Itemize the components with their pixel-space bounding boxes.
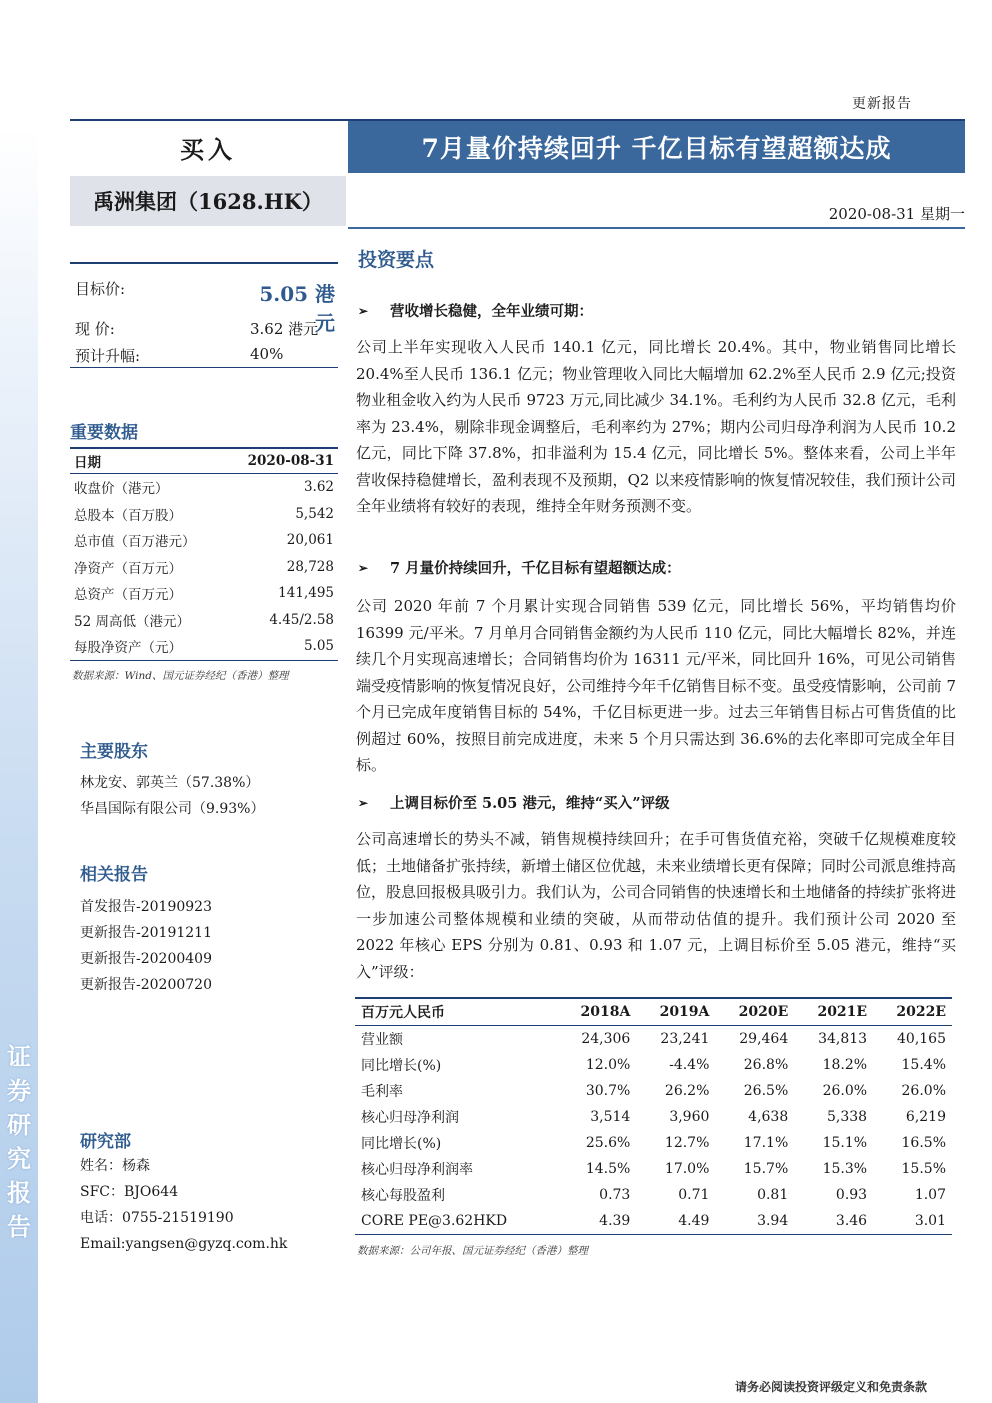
current-price-value: 3.62 港元	[250, 320, 319, 338]
table-row: 同比增长(%) 25.6% 12.7% 17.1% 15.1% 16.5%	[361, 1135, 946, 1152]
table-row: 52 周高低（港元） 4.45/2.58	[74, 611, 334, 630]
date-rule	[348, 227, 965, 229]
upside-row	[75, 345, 335, 366]
analyst-name: 姓名：杨森	[80, 1158, 150, 1174]
table-row: 净资产（百万元） 28,728	[74, 558, 334, 577]
list-item: 更新报告-20200409	[80, 951, 212, 967]
disclaimer-link[interactable]: 请务必阅读投资评级定义和免责条款	[734, 1380, 927, 1394]
key-data-header: 日期 2020-08-31	[70, 448, 338, 474]
table-row: 总资产（百万元） 141,495	[74, 585, 334, 604]
current-price-row	[75, 318, 335, 339]
related-title: 相关报告	[80, 865, 148, 885]
company-name: 禹洲集团（1628.HK）	[70, 176, 346, 226]
current-price-label: 现 价:	[75, 320, 115, 338]
analyst-sfc: SFC：BJO644	[80, 1184, 179, 1200]
arrow-bullet-icon: ➢	[358, 303, 369, 318]
list-item: 首发报告-20190923	[80, 899, 212, 915]
research-title: 研究部	[80, 1132, 131, 1152]
table-header: 百万元人民币 2018A 2019A 2020E 2021E 2022E	[355, 998, 952, 1026]
table-row: 每股净资产（元） 5.05	[70, 633, 338, 660]
main-title: 投资要点	[358, 249, 435, 271]
table-row: 总市值（百万港元） 20,061	[74, 532, 334, 551]
key-data-table	[70, 447, 338, 661]
shareholders-title: 主要股东	[80, 742, 148, 762]
table-row: 核心每股盈利 0.73 0.71 0.81 0.93 1.07	[361, 1187, 946, 1204]
analyst-phone: 电话：0755-21519190	[80, 1210, 234, 1226]
analyst-email: Email:yangsen@gyzq.com.hk	[80, 1236, 288, 1252]
list-item: 华昌国际有限公司（9.93%）	[80, 801, 265, 817]
section-heading-2: ➢ 7 月量价持续回升，千亿目标有望超额达成：	[358, 560, 681, 577]
report-date: 2020-08-31 星期一	[828, 205, 965, 223]
rating-badge: 买入	[70, 121, 346, 173]
table-row: 同比增长(%) 12.0% -4.4% 26.8% 18.2% 15.4%	[361, 1057, 946, 1074]
key-data-title: 重要数据	[70, 423, 138, 443]
list-item: 林龙安、郭英兰（57.38%）	[80, 775, 260, 791]
side-label: 证 券 研 究 报 告	[7, 1042, 31, 1241]
section-heading-3: ➢ 上调目标价至 5.05 港元，维持“买入”评级	[358, 795, 670, 812]
financial-forecast-table	[355, 997, 952, 1235]
target-price-label: 目标价:	[75, 280, 126, 298]
table-row: CORE PE@3.62HKD 4.39 4.49 3.94 3.46 3.01	[355, 1208, 952, 1235]
price-bottom-rule	[70, 367, 338, 368]
key-data-source: 数据来源：Wind、国元证券经纪（香港）整理	[72, 670, 289, 682]
report-title: 7月量价持续回升 千亿目标有望超额达成	[348, 121, 965, 173]
related-list	[80, 894, 212, 998]
table-row: 核心归母净利润 3,514 3,960 4,638 5,338 6,219	[361, 1109, 946, 1126]
table-row: 核心归母净利润率 14.5% 17.0% 15.7% 15.3% 15.5%	[361, 1161, 946, 1178]
price-top-rule	[70, 262, 338, 264]
fin-table-source: 数据来源：公司年报、国元证券经纪（香港）整理	[357, 1245, 588, 1257]
section-text-3: 公司高速增长的势头不减，销售规模持续回升；在手可售货值充裕，突破千亿规模难度较低；土地储备扩张持续，新增土储区位优越，未来业绩增长更有保障；同时公司派息维持高位，股息回报极具吸引力。我们认为，公司合同销售的快速增长和土地储备的持续扩张将进一步加速公司整体规模和业绩的突破，从而带动估值的提升。我们预计公司 2020 至 2022 年核心 EPS 分别为 0.81、0.93 和 1.07 元，上调目标价至 5.05 港元，维持“买入”评级：	[356, 830, 957, 981]
table-row: 营业额 24,306 23,241 29,464 34,813 40,165	[361, 1031, 946, 1048]
upside-value: 40%	[250, 345, 284, 363]
table-row: 总股本（百万股） 5,542	[74, 505, 334, 524]
research-contacts	[80, 1153, 287, 1257]
list-item: 更新报告-20200720	[80, 977, 212, 993]
section-text-2: 公司 2020 年前 7 个月累计实现合同销售 539 亿元，同比增长 56%，平均销售均价 16399 元/平米。7 月单月合同销售金额约为人民币 110 亿元，同比大幅增长 82%，并连续几个月实现高速增长；合同销售均价为 16311 元/平米，同比回升 16%，可见公司销售端受疫情影响的恢复情况良好，公司维持今年千亿销售目标不变。虽受疫情影响，公司前 7 个月已完成年度销售目标的 54%，千亿目标更进一步。过去三年销售目标占可售货值的比例超过 60%，按照目前完成进度，未来 5 个月只需达到 36.6%的去化率即可完成全年目标。	[356, 597, 956, 774]
table-row: 收盘价（港元） 3.62	[74, 479, 334, 498]
doc-type: 更新报告	[852, 96, 912, 112]
section-heading-1: ➢ 营收增长稳健，全年业绩可期：	[358, 303, 593, 320]
arrow-bullet-icon: ➢	[358, 795, 369, 810]
arrow-bullet-icon: ➢	[358, 560, 369, 575]
list-item: 更新报告-20191211	[80, 925, 212, 941]
table-row: 毛利率 30.7% 26.2% 26.5% 26.0% 26.0%	[361, 1083, 946, 1100]
upside-label: 预计升幅:	[75, 347, 141, 365]
section-text-1: 公司上半年实现收入人民币 140.1 亿元，同比增长 20.4%。其中，物业销售同比增长 20.4%至人民币 136.1 亿元；物业管理收入同比大幅增加 62.2%至人民币 2.9 亿元;投资物业租金收入约为人民币 9723 万元,同比减少 34.1%。毛利约为人民币 32.8 亿元，毛利率为 23.4%，剔除非现金调整后，毛利率约为 27%；期内公司归母净利润为人民币 10.2 亿元，同比下降 37.8%，扣非溢利为 15.4 亿元，同比增长 5%。整体来看，公司上半年营收保持稳健增长，盈利表现不及预期，Q2 以来疫情影响的恢复情况较佳，我们预计公司全年业绩将有较好的表现，维持全年财务预测不变。	[356, 338, 956, 515]
shareholders-list	[80, 770, 264, 822]
target-price-value: 5.05 港元	[259, 282, 335, 335]
